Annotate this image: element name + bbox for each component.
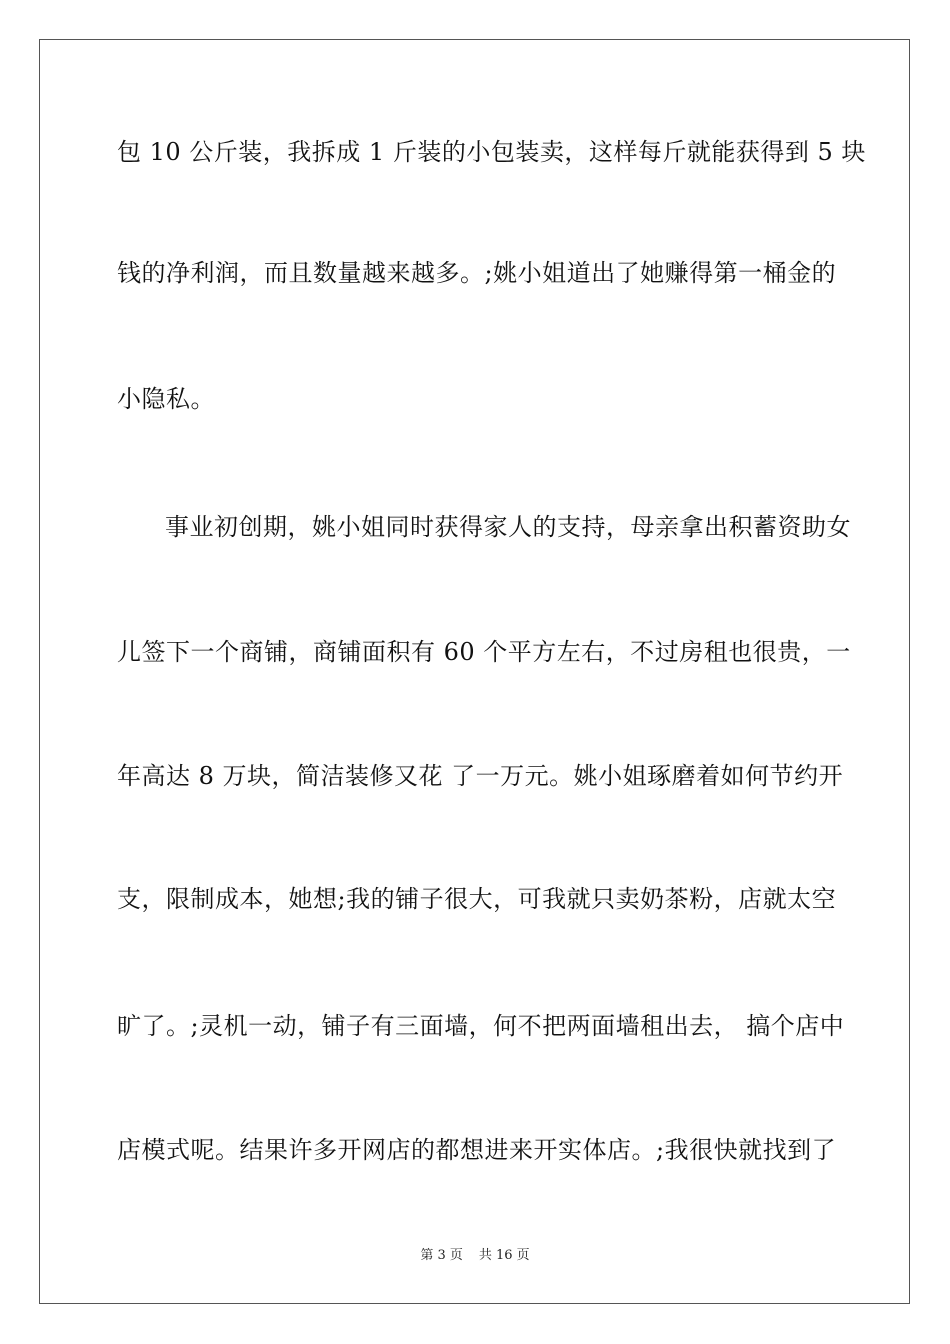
- body-line-7: 支，限制成本，她想;我的铺子很大，可我就只卖奶茶粉，店就太空: [117, 885, 837, 913]
- body-line-8: 旷了。;灵机一动，铺子有三面墙，何不把两面墙租出去， 搞个店中: [117, 1012, 845, 1040]
- body-line-2: 钱的净利润，而且数量越来越多。;姚小姐道出了她赚得第一桶金的: [117, 259, 837, 287]
- body-line-3: 小隐私。: [117, 385, 215, 413]
- body-line-9: 店模式呢。结果许多开网店的都想进来开实体店。;我很快就找到了: [117, 1136, 837, 1164]
- body-line-1: 包 10 公斤装，我拆成 1 斤装的小包装卖，这样每斤就能获得到 5 块: [117, 138, 866, 166]
- page-border: [39, 39, 910, 1304]
- body-line-6: 年高达 8 万块，简洁装修又花 了一万元。姚小姐琢磨着如何节约开: [117, 762, 844, 790]
- page-total: 共 16 页: [478, 1248, 530, 1263]
- body-line-4: 事业初创期，姚小姐同时获得家人的支持，母亲拿出积蓄资助女: [165, 513, 851, 541]
- page-footer: [0, 1247, 950, 1265]
- page-number: 第 3 页: [420, 1248, 463, 1263]
- body-line-5: 儿签下一个商铺，商铺面积有 60 个平方左右，不过房租也很贵，一: [117, 638, 851, 666]
